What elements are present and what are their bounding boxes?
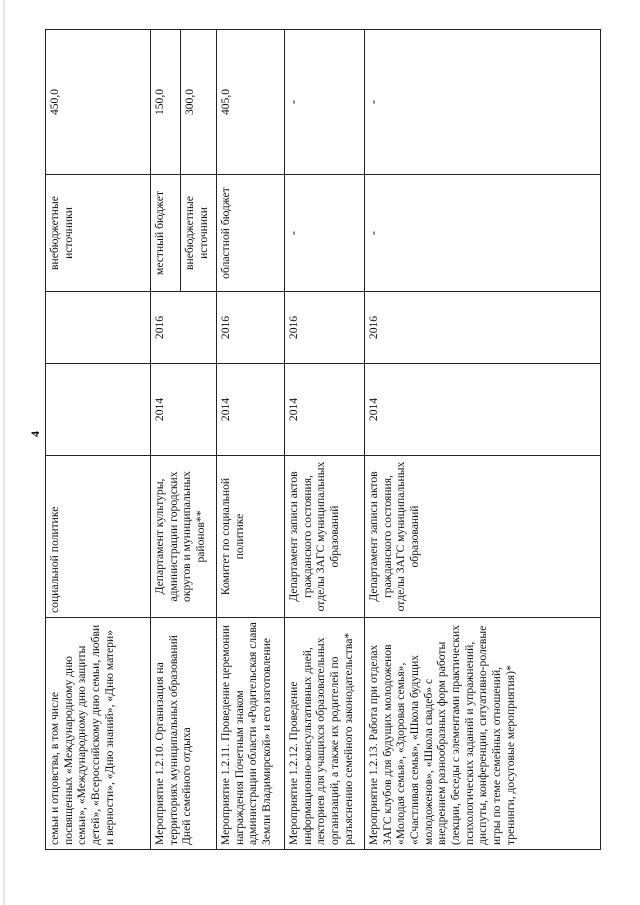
- amount-cell: -: [365, 30, 601, 175]
- activity-cell: Мероприятие 1.2.12. Проведение информационно-консультативных дней, лекториев для учащихся образовательных организаций, а также их родителей по разъяснению семейного законодательства*: [285, 618, 365, 850]
- executor-cell: Департамент записи актов гражданского состояния, отделы ЗАГС муниципальных образований: [285, 456, 365, 618]
- rotated-page-content: [28, 30, 600, 850]
- funding-source-cell: местный бюджет: [151, 175, 181, 292]
- end-year-cell: 2016: [151, 292, 217, 364]
- activity-cell: Мероприятие 1.2.10. Организация на территориях муниципальных образований Дней семейного отдыха: [151, 618, 217, 850]
- end-year-cell: 2016: [217, 292, 285, 364]
- executor-cell: Департамент записи актов гражданского состояния, отделы ЗАГС муниципальных образований: [365, 456, 601, 618]
- executor-cell: Департамент культуры, администрации городских округов и муниципальных районов**: [151, 456, 217, 618]
- start-year-cell: [46, 364, 151, 456]
- start-year-cell: 2014: [217, 364, 285, 456]
- executor-cell: Комитет по социальной политике: [217, 456, 285, 618]
- end-year-cell: 2016: [285, 292, 365, 364]
- start-year-cell: 2014: [365, 364, 601, 456]
- table-row: [217, 30, 285, 850]
- activity-cell: Мероприятие 1.2.11. Проведение церемонии награждения Почетным знаком администрации области «Родительская слава Земли Владимирской» и его изготовление: [217, 618, 285, 850]
- start-year-cell: 2014: [285, 364, 365, 456]
- funding-source-cell: -: [285, 175, 365, 292]
- table-row: [285, 30, 365, 850]
- page-number: 4: [28, 431, 42, 437]
- amount-cell: 300,0: [181, 30, 217, 175]
- end-year-cell: 2016: [365, 292, 601, 364]
- activity-cell: Мероприятие 1.2.13. Работа при отделах ЗАГС клубов для будущих молодоженов «Молодая семья», «Здоровая семья», «Счастливая семья», «Школа будущих молодоженов», «Школа свадеб» с внедрением разнообразных форм работы (лекции, беседы с элементами практических психологических заданий и упражнений, диспуты, конференции, ситуативно-ролевые игры по теме семейных отношений, тренинги, досуговые мероприятия)*: [365, 618, 601, 850]
- funding-source-cell: внебюджетные источники: [46, 175, 151, 292]
- program-activities-table: [45, 29, 601, 850]
- amount-cell: 150,0: [151, 30, 181, 175]
- funding-source-cell: областной бюджет: [217, 175, 285, 292]
- start-year-cell: 2014: [151, 364, 217, 456]
- table-row: [151, 30, 181, 850]
- amount-cell: 450,0: [46, 30, 151, 175]
- funding-source-cell: -: [365, 175, 601, 292]
- table-row: [365, 30, 601, 850]
- funding-source-cell: внебюджетные источники: [181, 175, 217, 292]
- amount-cell: 405,0: [217, 30, 285, 175]
- executor-cell: социальной политике: [46, 456, 151, 618]
- table-row: [46, 30, 151, 850]
- end-year-cell: [46, 292, 151, 364]
- amount-cell: -: [285, 30, 365, 175]
- activity-cell: семьи и отцовства, в том числе посвященных «Международному дню семьи», «Международному дню защиты детей», «Всероссийскому дню семьи, любви и верности», «Дню знаний», «Дню матери»: [46, 618, 151, 850]
- scan-edge: [3, 0, 5, 905]
